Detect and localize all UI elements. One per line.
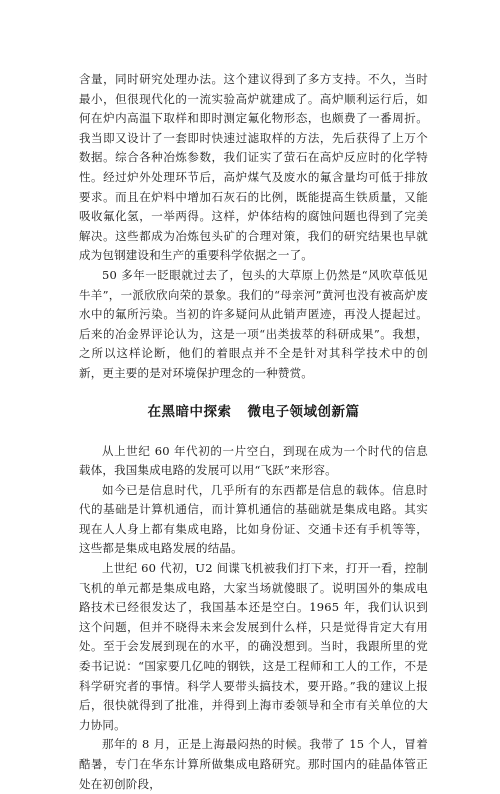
paragraph: 含量，同时研究处理办法。这个建议得到了多方支持。不久，当时最小，但很现代化的一流实验高炉就建成了。高炉顺利运行后，如何在炉内高温下取样和即时测定氟化物形态，也颇费了一番周折。我当即又设计了一套即时快速过滤取样的方法，先后获得了上万个数据。综合各种冶炼参数，我们证实了萤石在高炉反应时的化学特性。经过炉外处理环节后，高炉煤气及废水的氟含量均可低于排放要求。而且在炉料中增加石灰石的比例，既能提高生铁质量，又能吸收氟化氢，一举两得。这样，炉体结构的腐蚀问题也得到了完美解决。这些都成为冶炼包头矿的合理对策，我们的研究结果也早就成为包钢建设和生产的重要科学依据之一了。 (79, 72, 428, 263)
paragraph: 如今已是信息时代，几乎所有的东西都是信息的载体。信息时代的基础是计算机通信，而计算机通信的基础就是集成电路。其实现在人人身上都有集成电路，比如身份证、交通卡还有手机等等，这些都是集成电路发展的结晶。 (79, 482, 428, 556)
section-title (79, 400, 428, 420)
paragraph: 上世纪 60 代初，U2 间谍飞机被我们打下来，打开一看，控制飞机的单元都是集成电路，大家当场就傻眼了。说明国外的集成电路技术已经很发达了，我国基本还是空白。1965 年，我们认识到这个问题，但并不晓得未来会发展到什么样，只是觉得肯定大有用处。至于会发展到现在的水平，的确没想到。当时，我跟所里的党委书记说：“国家要几亿吨的钢铁，这是工程师和工人的工作，不是科学研究者的事情。科学人要带头搞技术，要开路。”我的建议上报后，很快就得到了批准，并得到上海市委领导和全市有关单位的大力协同。 (79, 561, 428, 732)
paragraph: 50 多年一眨眼就过去了，包头的大草原上仍然是“风吹草低见牛羊”，一派欣欣向荣的景象。我们的“母亲河”黄河也没有被高炉废水中的氟所污染。当初的许多疑问从此销声匿迹，再没人提起过。后来的冶金界评论认为，这是一项“出类拔萃的科研成果”。我想，之所以这样论断，他们的着眼点并不全是针对其科学技术中的创新，更主要的是对环境保护理念的一种赞赏。 (79, 267, 428, 380)
section-title-part2: 微电子领域创新篇 (247, 403, 360, 420)
page-body (79, 70, 428, 794)
paragraph: 那年的 8 月，正是上海最闷热的时候。我带了 15 个人，冒着酷暑，专门在华东计算所做集成电路研究。那时国内的硅晶体管正处在初创阶段， (79, 737, 428, 791)
section-title-part1: 在黑暗中探索 (147, 403, 232, 420)
paragraph: 从上世纪 60 年代初的一片空白，到现在成为一个时代的信息载体，我国集成电路的发展可以用“飞跃”来形容。 (79, 443, 428, 478)
